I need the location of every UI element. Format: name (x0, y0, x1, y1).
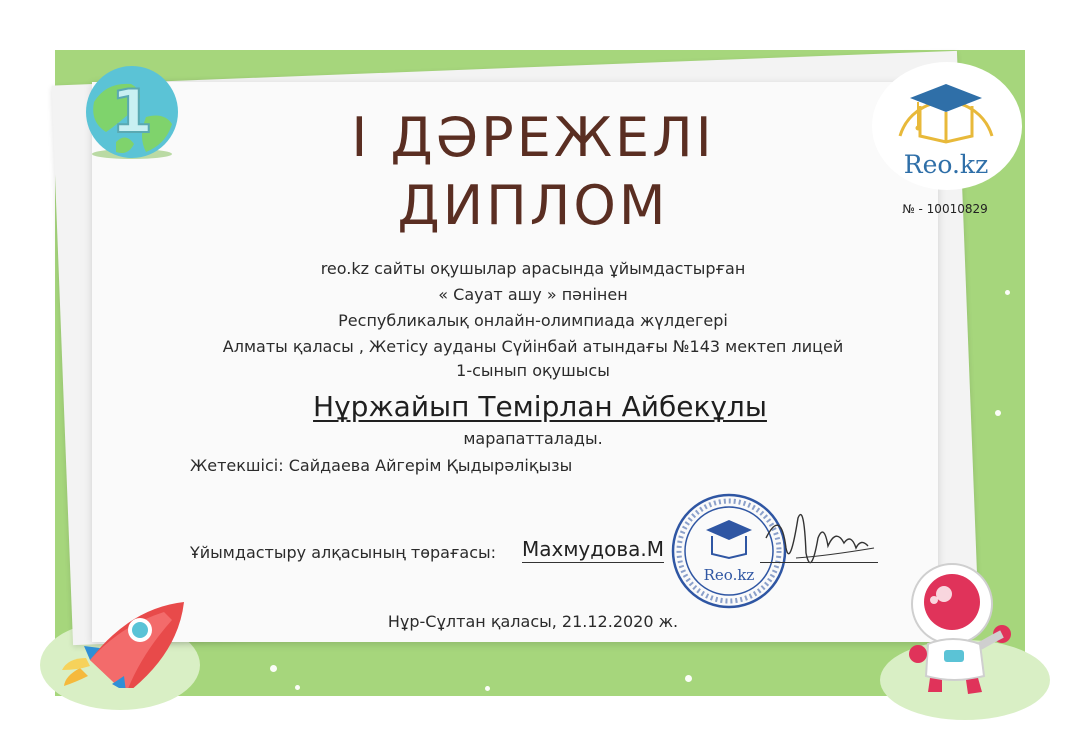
signature-icon (756, 498, 886, 588)
title-degree: І ДӘРЕЖЕЛІ (351, 106, 715, 169)
signature-line (760, 562, 878, 563)
diploma-number: № - 10010829 (902, 202, 988, 216)
title-diploma: ДИПЛОМ (397, 174, 669, 237)
supervisor-text: Жетекшісі: Сайдаева Айгерім Қыдырәліқызы (190, 456, 573, 475)
body-line: 1-сынып оқушысы (456, 361, 610, 380)
logo-text: Reo.kz (903, 150, 989, 179)
stamp-text: Reo.kz (703, 566, 755, 584)
body-line: « Сауат ашу » пәнінен (438, 285, 628, 304)
recipient-name: Нұржайып Темірлан Айбекұлы (313, 390, 767, 423)
chair-label: Ұйымдастыру алқасының төрағасы: (190, 543, 497, 562)
astronaut-icon (898, 560, 1028, 696)
chair-name: Махмудова.М (522, 537, 664, 561)
awarded-text: марапатталады. (463, 429, 603, 448)
city-date: Нұр-Сұлтан қаласы, 21.12.2020 ж. (387, 612, 679, 631)
body-line: Республикалық онлайн-олимпиада жүлдегері (338, 311, 728, 330)
rocket-icon (60, 598, 190, 688)
body-line: reo.kz сайты оқушылар арасында ұйымдастырған (320, 259, 746, 278)
planet-digit: 1 (111, 77, 153, 147)
body-line: Алматы қаласы , Жетісу ауданы Сүйінбай атындағы №143 мектеп лицей (222, 337, 844, 356)
